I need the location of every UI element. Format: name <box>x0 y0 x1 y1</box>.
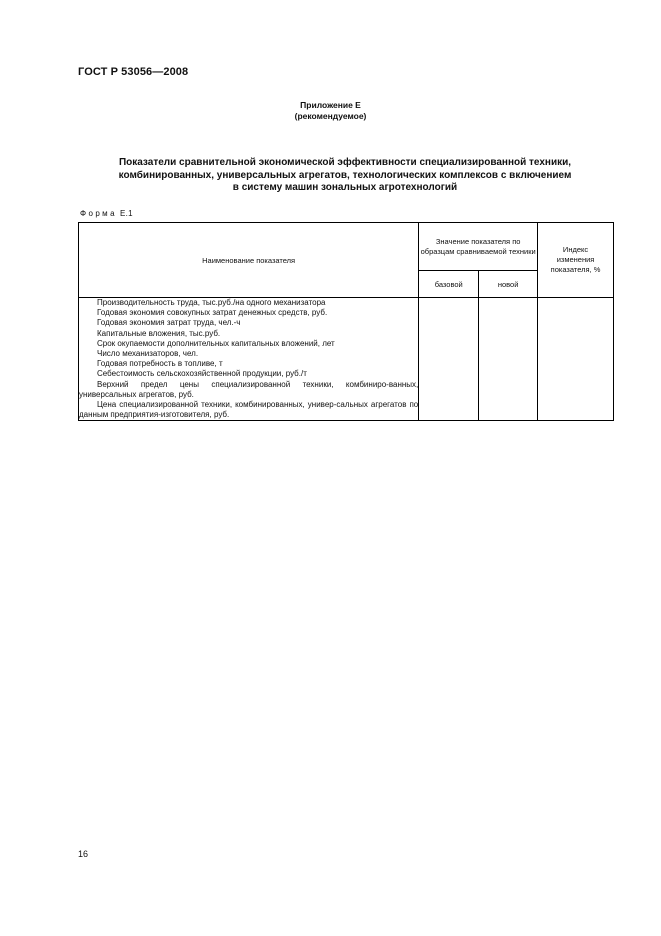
table-row: Цена специализированной техники, комбинированных, универ-сальных агрегатов по данным предприятия-изготовителя, руб. <box>79 400 419 420</box>
change-index-cell <box>538 298 614 421</box>
table-row: Число механизаторов, чел. <box>97 349 199 359</box>
header-base: базовой <box>419 271 479 298</box>
section-title-line: в систему машин зональных агротехнологий <box>232 182 458 193</box>
appendix-title: Приложение Е <box>300 100 361 110</box>
header-indicator-value: Значение показателя по образцам сравниваемой техники <box>419 223 538 271</box>
header-change-index-text: Индекс изменения показателя, % <box>550 245 601 274</box>
section-title-line: комбинированных, универсальных агрегатов, технологических комплексов с включением <box>118 169 572 181</box>
form-word: Форма <box>80 209 117 218</box>
table-row: Верхний предел цены специализированной техники, комбиниро-ванных, универсальных агрегатов, руб. <box>79 379 419 399</box>
form-number: Е.1 <box>119 209 133 218</box>
page-number: 16 <box>78 849 89 859</box>
table-row: Годовая потребность в топливе, т <box>97 359 223 369</box>
indicator-list-cell <box>79 298 419 421</box>
header-new: новой <box>479 271 538 298</box>
appendix-subtitle: (рекомендуемое) <box>294 111 367 121</box>
header-change-index <box>538 223 614 298</box>
table-row: Срок окупаемости дополнительных капитальных вложений, лет <box>97 338 335 348</box>
table-row: Годовая экономия затрат труда, чел.-ч <box>97 318 241 328</box>
section-title-line: Показатели сравнительной экономической эффективности специализированной техники, <box>118 157 572 168</box>
section-title <box>70 157 620 195</box>
document-id: ГОСТ Р 53056—2008 <box>78 66 189 78</box>
table-row: Себестоимость сельскохозяйственной продукции, руб./т <box>97 369 307 379</box>
table-row: Производительность труда, тыс.руб./на одного механизатора <box>97 298 326 307</box>
header-indicator-name: Наименование показателя <box>79 223 419 298</box>
table-row: Капитальные вложения, тыс.руб. <box>97 328 221 338</box>
base-value-cell <box>419 298 479 421</box>
indicators-table <box>78 222 614 421</box>
appendix-heading <box>0 100 661 122</box>
new-value-cell <box>479 298 538 421</box>
table-row: Годовая экономия совокупных затрат денежных средств, руб. <box>97 308 328 318</box>
form-label <box>80 209 133 218</box>
